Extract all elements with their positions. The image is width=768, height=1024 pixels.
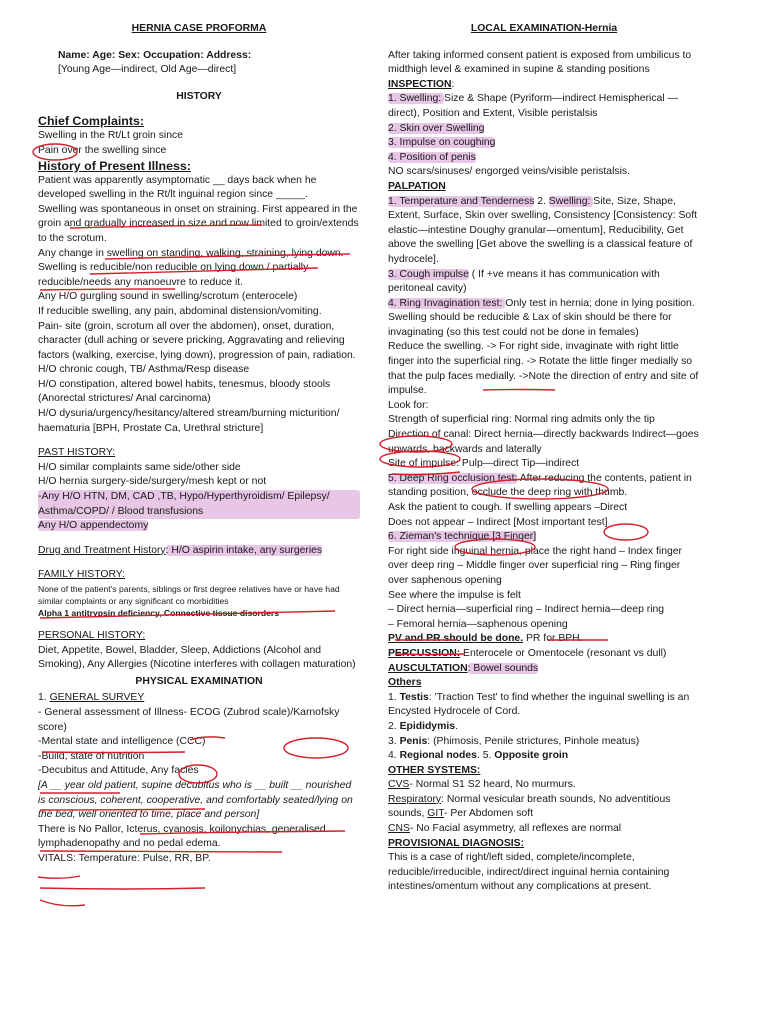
hpi-text: Any H/O gurgling sound in swelling/scrotum (enterocele) [38, 291, 298, 303]
vitals-text: VITALS: Temperature: Pulse, RR, BP. [38, 852, 211, 864]
pv-pr-line: PV and PR should be done. PR for BPH. [388, 633, 583, 645]
auscultation-line: AUSCULTATION: Bowel sounds [388, 662, 539, 674]
inspection-item: 1. Swelling: Size & Shape (Pyriform—indirect Hemispherical — direct), Position and Extent, Visible peristalsis [388, 93, 678, 119]
palpation-item: Reduce the swelling. -> For right side, invaginate with right little finger into the superficial ring. -> Rotate the little finger medially so that the pulp faces medially. ->Note the direction of entry and site of impulse. [388, 341, 699, 397]
drug-history-label: Drug and Treatment History [38, 544, 166, 556]
look-for-item: Direction of canal: Direct hernia—directly backwards Indirect—goes upwards, backwards and laterally [388, 429, 699, 455]
local-exam-title: LOCAL EXAMINATION-Hernia [470, 23, 618, 34]
zieman-text: See where the impulse is felt [388, 589, 521, 601]
zieman-text: For right side inguinal hernia, place the right hand – Index finger over deep ring – Middle finger over superficial ring – Ring finger over saphenous opening [388, 545, 683, 586]
others-heading: Others [388, 677, 422, 689]
personal-history-heading: PERSONAL HISTORY: [38, 630, 146, 641]
hpi-text: Patient was apparently asymptomatic __ days back when he developed swelling in the Rt/lt inguinal region since _____. [38, 174, 317, 201]
drug-history [38, 544, 360, 559]
chief-complaint-pain: Pain over the swelling since [38, 144, 167, 156]
other-systems-item: CNS- No Facial asymmetry, all reflexes are normal [388, 823, 622, 835]
past-history-text: H/O hernia surgery-side/surgery/mesh kept or not [38, 476, 267, 488]
others-item: 4. Regional nodes. 5. Opposite groin [388, 750, 569, 762]
local-exam-intro: After taking informed consent patient is exposed from umbilicus to midthigh level & examined in supine & standing positions [388, 49, 692, 76]
left-column [38, 22, 360, 867]
palpation-item: 3. Cough impulse ( If +ve means it has communication with peritoneal cavity) [388, 268, 660, 295]
others-item: 2. Epididymis. [388, 720, 458, 732]
past-history-text: H/O similar complaints same side/other side [38, 461, 241, 473]
chief-complaints-heading: Chief Complaints: [38, 114, 145, 129]
right-column: LOCAL EXAMINATION-Hernia After taking informed consent patient is exposed from umbilicus to midthigh level & examined in supine & standing positions INSPECTION: 1. Swelling: Size & Shape (Pyriform—indirect Hemispherical — direct), Position and Extent, Visible peristalsis 2. Skin over Swelling 3. Impulse on coughing 4. Position of penis NO scars/sinuses/ engorged veins/visible peristalsis. PALPATION 1. Temperature and Tenderness 2. Swelling: Site, Size, Shape, Extent, Surface, Skin over swelling, Consistency [Consistency: Soft elastic—intestine Doughy granular—omentum], Reducibility, Get above the swelling [Get above the swelling is a classical feature of hydrocele]. 3. Cough impulse ( If +ve means it has communication with peritoneal cavity) 4. Ring Invagination test: Only test in hernia; done in lying position. Swelling should be reducible & Lax of skin should be there for invaginating (so this test could not be done in females) Reduce the swelling. -> For right side, invaginate with right little finger into the superficial ring. -> Rotate the little finger medially so that the pulp faces medially. ->Note the direction of entry and site of impulse. Look for: Strength of superficial ring: Normal ring admits only the tip Direction of canal: Direct hernia—directly backwards Indirect—goes upwards, backwards and laterally Site of impulse: Pulp—direct Tip—indirect 5. Deep Ring occlusion test: After reducing the contents, patient in standing position, occlude the deep ring with thumb. Ask the patient to cough. If swelling appears –Direct Does not appear – Indirect [Most important test] 6. Zieman's technique [3 Finger] For right side inguinal hernia, place the right hand – Index finger over deep ring – Middle finger over superficial ring – Ring finger over saphenous opening See where the impulse is felt – Direct hernia—superficial ring – Indirect hernia—deep ring – Femoral hernia—saphenous opening PV and PR should be done. PR for BPH. PERCUSSION: Enterocele or Omentocele (resonant vs dull) AUSCULTATION: Bowel sounds Others 1. Testis: 'Traction Test' to find whether the inguinal swelling is an Encysted Hydrocele of Cord. 2. Epididymis. 3. Penis: (Phimosis, Penile strictures, Pinhole meatus) 4. Regional nodes. 5. Opposite groin OTHER SYSTEMS: CVS- Normal S1 S2 heard, No murmurs. Respiratory: Normal vesicular breath sounds, No adventitious sounds, GIT- Per Abdomen soft CNS- No Facial asymmetry, all reflexes are normal PROVISIONAL DIAGNOSIS: This is a case of right/left sided, complete/incomplete, reducible/irreducible, indirect/direct inguinal hernia containing intestines/omentum without any complications at present. [388, 22, 700, 895]
palpation-item: Does not appear – Indirect [Most important test] [388, 516, 608, 528]
other-systems-item: Respiratory: Normal vesicular breath sounds, No adventitious sounds, GIT- Per Abdomen soft [388, 793, 671, 820]
inspection-note: NO scars/sinuses/ engorged veins/visible peristalsis. [388, 166, 630, 178]
family-history-heading: FAMILY HISTORY: [38, 569, 126, 581]
hpi-text: Swelling was spontaneous in onset on straining. First appeared in the groin and gradually increased in size and now limited to groin/extends to the scrotum. [38, 203, 359, 244]
pen-underline [40, 888, 205, 889]
general-survey-text: -Build, state of nutrition [38, 750, 145, 762]
inspection-item: 2. Skin over Swelling [388, 122, 485, 134]
other-systems-item: CVS- Normal S1 S2 heard, No murmurs. [388, 779, 576, 791]
inspection-item: 4. Position of penis [388, 151, 476, 163]
hpi-text: H/O constipation, altered bowel habits, tenesmus, bloody stools (Anorectal strictures/ Anal carcinoma) [38, 378, 331, 405]
others-item: 1. Testis: 'Traction Test' to find whether the inguinal swelling is an Encysted Hydrocele of Cord. [388, 691, 690, 718]
chief-complaint-swelling: Swelling in the Rt/Lt groin since [38, 130, 183, 142]
general-survey-text: There is No Pallor, Icterus, cyanosis, koilonychias, generalised lymphadenopathy and no pedal edema. [38, 823, 326, 850]
hpi-text: H/O chronic cough, TB/ Asthma/Resp disease [38, 364, 250, 376]
hpi-text: Any change in swelling on standing, walking, straining, lying down. [38, 247, 344, 259]
pen-squiggle [40, 900, 85, 906]
drug-history-text: : H/O aspirin intake, any surgeries [165, 544, 323, 556]
palpation-heading: PALPATION [388, 180, 446, 192]
other-systems-heading: OTHER SYSTEMS: [388, 764, 481, 776]
inspection-item: 3. Impulse on coughing [388, 137, 496, 149]
palpation-item: 4. Ring Invagination test: Only test in hernia; done in lying position. Swelling should be reducible & Lax of skin should be there for invaginating (so this test could not be done in females) [388, 297, 695, 338]
hpi-text: Swelling is reducible/non reducible on lying down / partially reducible/needs any manoeuvre to reduce it. [38, 262, 309, 288]
provisional-diagnosis-heading: PROVISIONAL DIAGNOSIS: [388, 837, 525, 849]
past-history-text: Any H/O appendectomy [38, 520, 149, 532]
hpi-heading: History of Present Illness: [38, 158, 191, 173]
provisional-diagnosis-text: This is a case of right/left sided, complete/incomplete, reducible/irreducible, indirect/direct inguinal hernia containing intestines/omentum without any complications at present. [388, 852, 670, 893]
physical-exam-heading: PHYSICAL EXAMINATION [135, 675, 263, 687]
palpation-item: Ask the patient to cough. If swelling appears –Direct [388, 502, 628, 513]
look-for-item: Site of impulse: Pulp—direct Tip—indirect [388, 458, 580, 470]
palpation-item: 1. Temperature and Tenderness 2. Swelling: Site, Size, Shape, Extent, Surface, Skin over swelling, Consistency [Consistency: Soft elastic—intestine Doughy granular—omentum], Reducibility, Get above the swelling [Get above the swelling is a classical feature of hydrocele]. [388, 195, 697, 265]
inspection-heading: INSPECTION [388, 78, 452, 90]
proforma-title: HERNIA CASE PROFORMA [131, 23, 267, 34]
past-history-heading: PAST HISTORY: [38, 447, 116, 459]
general-survey-text: -Mental state and intelligence (CCC) [38, 736, 206, 748]
others-item: 3. Penis: (Phimosis, Penile strictures, Pinhole meatus) [388, 735, 640, 747]
general-survey-text: - General assessment of Illness- ECOG (Zubrod scale)/Karnofsky score) [38, 706, 340, 733]
general-survey-text: [A __ year old patient, supine decubitus who is __ built __ nourished is conscious, coherent, cooperative, and comfortably seated/lying on the bed, well oriented to time, place and person] [38, 779, 353, 821]
zieman-text: – Direct hernia—superficial ring – Indirect hernia—deep ring [388, 604, 665, 616]
general-survey-text: -Decubitus and Attitude, Any facies [38, 765, 199, 777]
history-heading: HISTORY [176, 90, 222, 102]
general-survey-heading: 1. GENERAL SURVEY [38, 692, 145, 704]
age-note: [Young Age—indirect, Old Age—direct] [58, 64, 237, 76]
family-history-text: Alpha 1 antitrypsin deficiency, Connective tissue disorders [38, 608, 280, 618]
zieman-text: – Femoral hernia—saphenous opening [388, 618, 568, 630]
hpi-text: Pain- site (groin, scrotum all over the abdomen), onset, duration, character (dull aching or severe pricking, Aggravating and relieving factors (walking, exercise, lying down), progression of pain, radiation. [38, 320, 356, 361]
percussion-line: PERCUSSION: Enterocele or Omentocele (resonant vs dull) [388, 647, 667, 659]
hpi-text: H/O dysuria/urgency/hesitancy/altered stream/burning micturition/ haematuria [BPH, Prostate Ca, Urethral stricture] [38, 408, 340, 434]
hpi-text: If reducible swelling, any pain, abdominal distension/vomiting. [38, 305, 322, 317]
past-history-text: -Any H/O HTN, DM, CAD ,TB, Hypo/Hyperthyroidism/ Epilepsy/ Asthma/COPD/ / Blood transfusions [38, 490, 360, 519]
zieman-technique: 6. Zieman's technique [3 Finger] [388, 531, 537, 543]
personal-history-text: Diet, Appetite, Bowel, Bladder, Sleep, Addictions (Alcohol and Smoking), Any Allergies (Nicotine interferes with collagen maturation) [38, 644, 356, 671]
family-history-text: None of the patient's parents, siblings or first degree relatives have or have had similar complaints or any significant co morbidities [38, 584, 340, 606]
name-line: Name: Age: Sex: Occupation: Address: [58, 49, 252, 61]
pen-underline [38, 876, 80, 878]
palpation-item: 5. Deep Ring occlusion test: After reducing the contents, patient in standing position, occlude the deep ring with thumb. [388, 472, 692, 499]
look-for-item: Strength of superficial ring: Normal ring admits only the tip [388, 414, 655, 426]
look-for-label: Look for: [388, 399, 429, 411]
